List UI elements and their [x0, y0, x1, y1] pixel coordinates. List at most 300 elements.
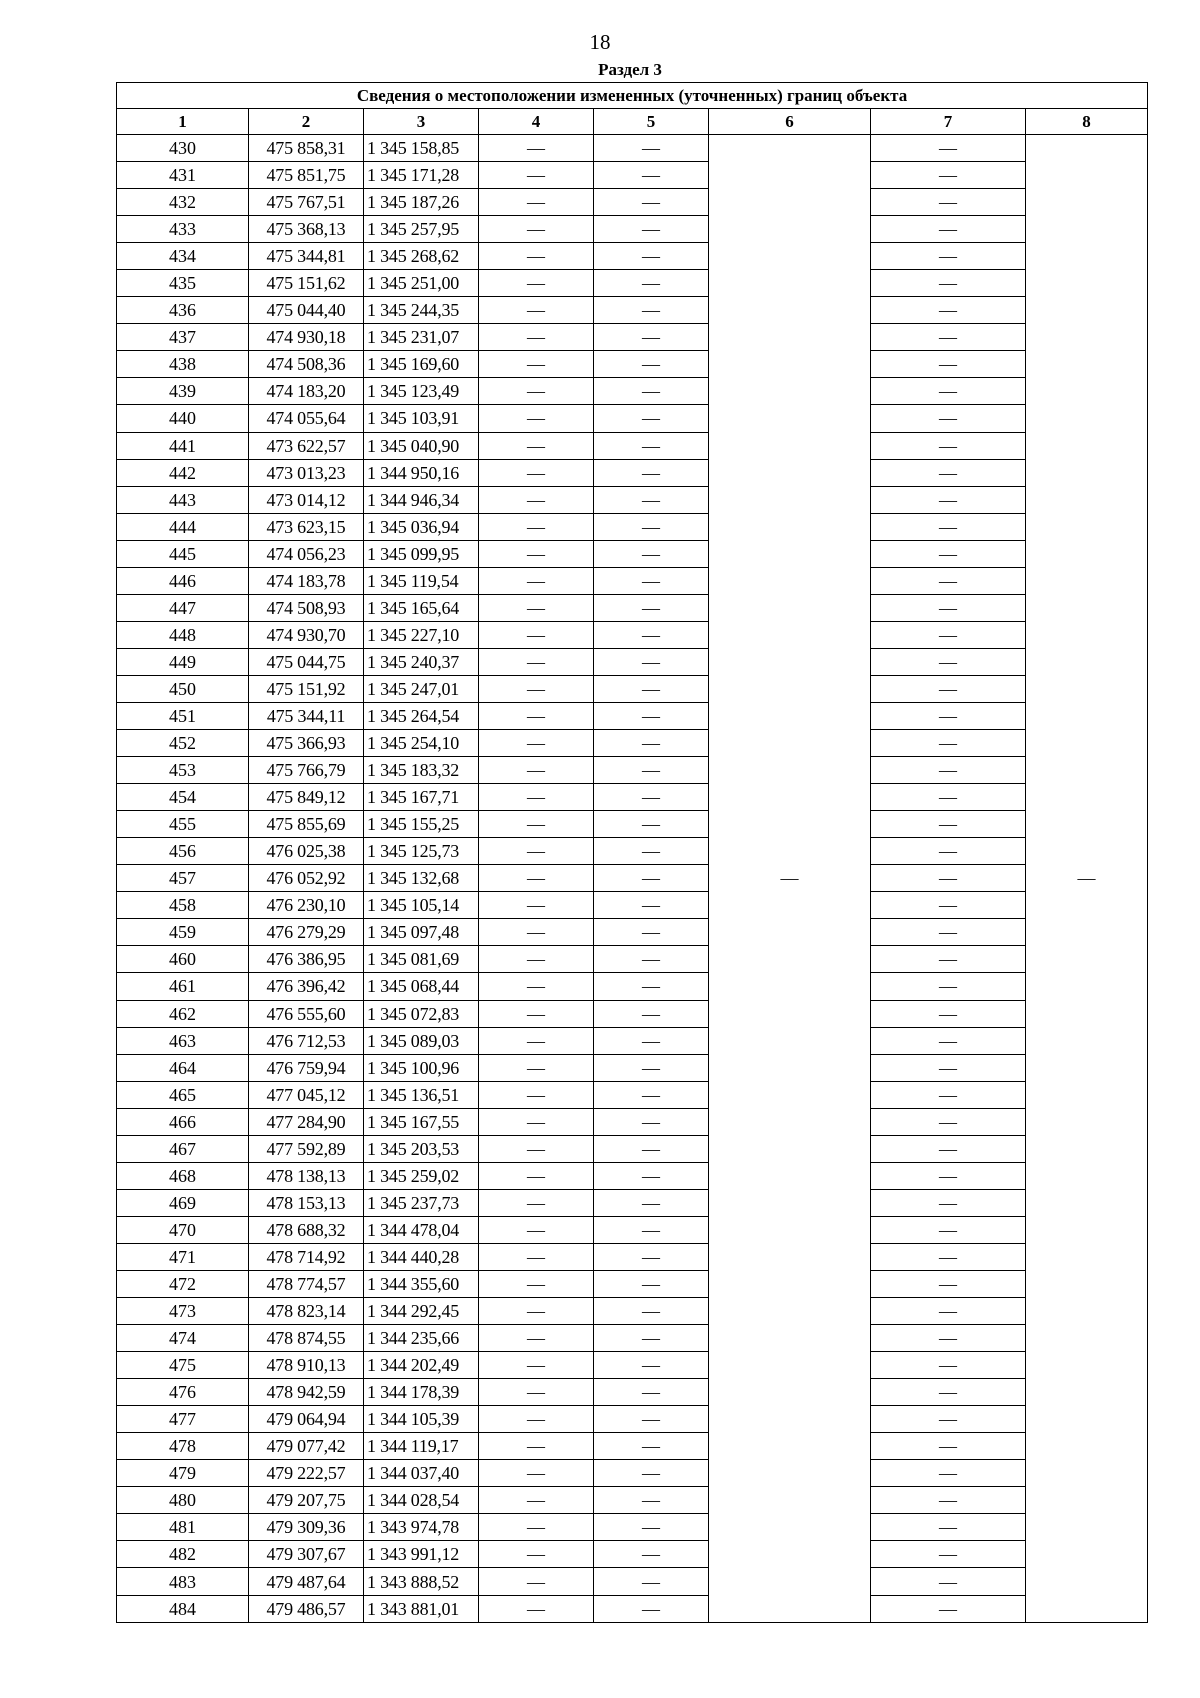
column-5-cell: —: [594, 1487, 709, 1514]
y-coordinate-cell: 1 344 037,40: [364, 1460, 479, 1487]
table-row: [117, 162, 1148, 189]
y-coordinate-cell: 1 345 254,10: [364, 730, 479, 757]
column-5-cell: —: [594, 838, 709, 865]
x-coordinate-cell: 477 045,12: [249, 1081, 364, 1108]
x-coordinate-cell: 479 486,57: [249, 1595, 364, 1622]
x-coordinate-cell: 474 183,20: [249, 378, 364, 405]
x-coordinate-cell: 478 910,13: [249, 1352, 364, 1379]
column-5-cell: —: [594, 1568, 709, 1595]
point-number-cell: 459: [117, 919, 249, 946]
column-5-cell: —: [594, 1514, 709, 1541]
y-coordinate-cell: 1 343 888,52: [364, 1568, 479, 1595]
y-coordinate-cell: 1 345 125,73: [364, 838, 479, 865]
y-coordinate-cell: 1 344 946,34: [364, 486, 479, 513]
table-row: [117, 675, 1148, 702]
x-coordinate-cell: 476 396,42: [249, 973, 364, 1000]
table-row: [117, 1406, 1148, 1433]
point-number-cell: 481: [117, 1514, 249, 1541]
column-5-cell: —: [594, 1433, 709, 1460]
table-row: [117, 1027, 1148, 1054]
point-number-cell: 442: [117, 459, 249, 486]
y-coordinate-cell: 1 345 097,48: [364, 919, 479, 946]
column-header-row: [117, 109, 1148, 135]
column-4-cell: —: [479, 459, 594, 486]
x-coordinate-cell: 475 368,13: [249, 216, 364, 243]
column-7-cell: —: [871, 1541, 1026, 1568]
column-5-cell: —: [594, 1027, 709, 1054]
point-number-cell: 436: [117, 297, 249, 324]
x-coordinate-cell: 476 386,95: [249, 946, 364, 973]
x-coordinate-cell: 475 044,75: [249, 648, 364, 675]
point-number-cell: 476: [117, 1379, 249, 1406]
x-coordinate-cell: 474 056,23: [249, 540, 364, 567]
x-coordinate-cell: 479 064,94: [249, 1406, 364, 1433]
x-coordinate-cell: 475 766,79: [249, 757, 364, 784]
column-7-cell: —: [871, 432, 1026, 459]
column-7-cell: —: [871, 702, 1026, 729]
y-coordinate-cell: 1 345 244,35: [364, 297, 479, 324]
column-7-cell: —: [871, 1135, 1026, 1162]
table-row: [117, 297, 1148, 324]
column-7-cell: —: [871, 919, 1026, 946]
column-4-cell: —: [479, 540, 594, 567]
table-row: [117, 1541, 1148, 1568]
point-number-cell: 480: [117, 1487, 249, 1514]
column-7-cell: —: [871, 513, 1026, 540]
column-7-cell: —: [871, 594, 1026, 621]
y-coordinate-cell: 1 345 119,54: [364, 567, 479, 594]
column-4-cell: —: [479, 675, 594, 702]
column-7-cell: —: [871, 1162, 1026, 1189]
point-number-cell: 435: [117, 270, 249, 297]
point-number-cell: 457: [117, 865, 249, 892]
column-4-cell: —: [479, 621, 594, 648]
column-4-cell: —: [479, 297, 594, 324]
point-number-cell: 453: [117, 757, 249, 784]
y-coordinate-cell: 1 344 478,04: [364, 1216, 479, 1243]
y-coordinate-cell: 1 345 259,02: [364, 1162, 479, 1189]
column-4-cell: —: [479, 730, 594, 757]
column-4-cell: —: [479, 432, 594, 459]
y-coordinate-cell: 1 345 203,53: [364, 1135, 479, 1162]
point-number-cell: 483: [117, 1568, 249, 1595]
point-number-cell: 465: [117, 1081, 249, 1108]
y-coordinate-cell: 1 345 257,95: [364, 216, 479, 243]
x-coordinate-cell: 475 849,12: [249, 784, 364, 811]
point-number-cell: 478: [117, 1433, 249, 1460]
y-coordinate-cell: 1 344 440,28: [364, 1243, 479, 1270]
column-7-cell: —: [871, 1189, 1026, 1216]
y-coordinate-cell: 1 344 355,60: [364, 1270, 479, 1297]
column-6-merged-cell: —: [709, 135, 871, 1623]
column-4-cell: —: [479, 784, 594, 811]
column-5-cell: —: [594, 486, 709, 513]
column-5-cell: —: [594, 892, 709, 919]
point-number-cell: 471: [117, 1243, 249, 1270]
column-5-cell: —: [594, 594, 709, 621]
column-7-cell: —: [871, 270, 1026, 297]
y-coordinate-cell: 1 345 105,14: [364, 892, 479, 919]
table-row: [117, 513, 1148, 540]
column-7-cell: —: [871, 1081, 1026, 1108]
column-7-cell: —: [871, 1000, 1026, 1027]
column-4-cell: —: [479, 811, 594, 838]
y-coordinate-cell: 1 345 167,71: [364, 784, 479, 811]
y-coordinate-cell: 1 345 081,69: [364, 946, 479, 973]
point-number-cell: 455: [117, 811, 249, 838]
point-number-cell: 460: [117, 946, 249, 973]
column-7-cell: —: [871, 1487, 1026, 1514]
column-header: 7: [871, 109, 1026, 135]
column-4-cell: —: [479, 1487, 594, 1514]
column-5-cell: —: [594, 1298, 709, 1325]
column-5-cell: —: [594, 243, 709, 270]
table-row: [117, 973, 1148, 1000]
table-row: [117, 892, 1148, 919]
column-5-cell: —: [594, 459, 709, 486]
column-7-cell: —: [871, 216, 1026, 243]
column-4-cell: —: [479, 189, 594, 216]
column-4-cell: —: [479, 405, 594, 432]
point-number-cell: 434: [117, 243, 249, 270]
x-coordinate-cell: 475 151,62: [249, 270, 364, 297]
table-row: [117, 1270, 1148, 1297]
column-5-cell: —: [594, 1081, 709, 1108]
table-row: [117, 865, 1148, 892]
x-coordinate-cell: 473 622,57: [249, 432, 364, 459]
column-5-cell: —: [594, 811, 709, 838]
y-coordinate-cell: 1 345 251,00: [364, 270, 479, 297]
x-coordinate-cell: 478 688,32: [249, 1216, 364, 1243]
column-5-cell: —: [594, 297, 709, 324]
column-4-cell: —: [479, 594, 594, 621]
table-row: [117, 811, 1148, 838]
column-7-cell: —: [871, 1568, 1026, 1595]
table-row: [117, 594, 1148, 621]
y-coordinate-cell: 1 345 123,49: [364, 378, 479, 405]
column-7-cell: —: [871, 324, 1026, 351]
y-coordinate-cell: 1 345 169,60: [364, 351, 479, 378]
column-7-cell: —: [871, 675, 1026, 702]
column-7-cell: —: [871, 621, 1026, 648]
x-coordinate-cell: 473 623,15: [249, 513, 364, 540]
column-4-cell: —: [479, 946, 594, 973]
column-5-cell: —: [594, 919, 709, 946]
column-5-cell: —: [594, 135, 709, 162]
column-5-cell: —: [594, 1054, 709, 1081]
point-number-cell: 431: [117, 162, 249, 189]
point-number-cell: 432: [117, 189, 249, 216]
point-number-cell: 473: [117, 1298, 249, 1325]
column-4-cell: —: [479, 1541, 594, 1568]
table-row: [117, 1135, 1148, 1162]
x-coordinate-cell: 477 592,89: [249, 1135, 364, 1162]
point-number-cell: 450: [117, 675, 249, 702]
point-number-cell: 433: [117, 216, 249, 243]
point-number-cell: 441: [117, 432, 249, 459]
y-coordinate-cell: 1 345 132,68: [364, 865, 479, 892]
section-title: Раздел 3: [598, 60, 662, 79]
column-5-cell: —: [594, 513, 709, 540]
column-5-cell: —: [594, 730, 709, 757]
point-number-cell: 466: [117, 1108, 249, 1135]
column-8-merged-cell: —: [1026, 135, 1148, 1623]
y-coordinate-cell: 1 345 072,83: [364, 1000, 479, 1027]
y-coordinate-cell: 1 345 187,26: [364, 189, 479, 216]
column-7-cell: —: [871, 405, 1026, 432]
column-7-cell: —: [871, 648, 1026, 675]
x-coordinate-cell: 474 055,64: [249, 405, 364, 432]
y-coordinate-cell: 1 344 202,49: [364, 1352, 479, 1379]
y-coordinate-cell: 1 345 240,37: [364, 648, 479, 675]
point-number-cell: 469: [117, 1189, 249, 1216]
y-coordinate-cell: 1 345 040,90: [364, 432, 479, 459]
column-5-cell: —: [594, 1460, 709, 1487]
column-4-cell: —: [479, 1568, 594, 1595]
column-4-cell: —: [479, 567, 594, 594]
point-number-cell: 447: [117, 594, 249, 621]
column-7-cell: —: [871, 1216, 1026, 1243]
point-number-cell: 437: [117, 324, 249, 351]
table-row: [117, 757, 1148, 784]
table-row: [117, 730, 1148, 757]
column-7-cell: —: [871, 1243, 1026, 1270]
column-4-cell: —: [479, 162, 594, 189]
column-5-cell: —: [594, 1325, 709, 1352]
column-7-cell: —: [871, 297, 1026, 324]
x-coordinate-cell: 474 183,78: [249, 567, 364, 594]
y-coordinate-cell: 1 345 158,85: [364, 135, 479, 162]
column-5-cell: —: [594, 1406, 709, 1433]
table-row: [117, 567, 1148, 594]
column-7-cell: —: [871, 378, 1026, 405]
column-4-cell: —: [479, 892, 594, 919]
x-coordinate-cell: 475 851,75: [249, 162, 364, 189]
x-coordinate-cell: 475 366,93: [249, 730, 364, 757]
column-5-cell: —: [594, 324, 709, 351]
table-row: [117, 432, 1148, 459]
column-7-cell: —: [871, 1270, 1026, 1297]
y-coordinate-cell: 1 345 264,54: [364, 702, 479, 729]
point-number-cell: 430: [117, 135, 249, 162]
table-row: [117, 1298, 1148, 1325]
x-coordinate-cell: 476 555,60: [249, 1000, 364, 1027]
column-4-cell: —: [479, 1108, 594, 1135]
table-row: [117, 1054, 1148, 1081]
y-coordinate-cell: 1 343 991,12: [364, 1541, 479, 1568]
table-row: [117, 378, 1148, 405]
y-coordinate-cell: 1 345 100,96: [364, 1054, 479, 1081]
x-coordinate-cell: 475 344,81: [249, 243, 364, 270]
y-coordinate-cell: 1 344 235,66: [364, 1325, 479, 1352]
x-coordinate-cell: 475 344,11: [249, 702, 364, 729]
column-7-cell: —: [871, 486, 1026, 513]
table-row: [117, 1000, 1148, 1027]
column-5-cell: —: [594, 675, 709, 702]
page-number: 18: [589, 30, 611, 54]
column-4-cell: —: [479, 1189, 594, 1216]
x-coordinate-cell: 474 930,18: [249, 324, 364, 351]
x-coordinate-cell: 475 044,40: [249, 297, 364, 324]
x-coordinate-cell: 476 712,53: [249, 1027, 364, 1054]
table-row: [117, 946, 1148, 973]
column-4-cell: —: [479, 1054, 594, 1081]
table-row: [117, 405, 1148, 432]
x-coordinate-cell: 476 230,10: [249, 892, 364, 919]
column-7-cell: —: [871, 540, 1026, 567]
column-4-cell: —: [479, 270, 594, 297]
point-number-cell: 462: [117, 1000, 249, 1027]
column-7-cell: —: [871, 946, 1026, 973]
column-header: 1: [117, 109, 249, 135]
x-coordinate-cell: 478 774,57: [249, 1270, 364, 1297]
column-7-cell: —: [871, 838, 1026, 865]
x-coordinate-cell: 477 284,90: [249, 1108, 364, 1135]
point-number-cell: 484: [117, 1595, 249, 1622]
column-4-cell: —: [479, 216, 594, 243]
column-4-cell: —: [479, 1352, 594, 1379]
table-row: [117, 1433, 1148, 1460]
x-coordinate-cell: 474 508,93: [249, 594, 364, 621]
table-row: [117, 1487, 1148, 1514]
column-7-cell: —: [871, 757, 1026, 784]
table-row: [117, 1460, 1148, 1487]
point-number-cell: 440: [117, 405, 249, 432]
column-4-cell: —: [479, 1325, 594, 1352]
column-header: 6: [709, 109, 871, 135]
table-row: [117, 838, 1148, 865]
column-5-cell: —: [594, 784, 709, 811]
table-row: [117, 784, 1148, 811]
column-4-cell: —: [479, 1135, 594, 1162]
column-4-cell: —: [479, 648, 594, 675]
column-4-cell: —: [479, 1514, 594, 1541]
column-4-cell: —: [479, 1081, 594, 1108]
column-5-cell: —: [594, 946, 709, 973]
table-row: [117, 324, 1148, 351]
column-5-cell: —: [594, 648, 709, 675]
y-coordinate-cell: 1 344 028,54: [364, 1487, 479, 1514]
point-number-cell: 467: [117, 1135, 249, 1162]
column-4-cell: —: [479, 513, 594, 540]
y-coordinate-cell: 1 345 227,10: [364, 621, 479, 648]
x-coordinate-cell: 478 874,55: [249, 1325, 364, 1352]
column-7-cell: —: [871, 459, 1026, 486]
column-4-cell: —: [479, 838, 594, 865]
y-coordinate-cell: 1 345 068,44: [364, 973, 479, 1000]
table-body: [117, 135, 1148, 1623]
point-number-cell: 456: [117, 838, 249, 865]
table-row: [117, 243, 1148, 270]
column-7-cell: —: [871, 973, 1026, 1000]
point-number-cell: 468: [117, 1162, 249, 1189]
column-7-cell: —: [871, 1298, 1026, 1325]
point-number-cell: 449: [117, 648, 249, 675]
column-4-cell: —: [479, 919, 594, 946]
y-coordinate-cell: 1 345 036,94: [364, 513, 479, 540]
column-4-cell: —: [479, 324, 594, 351]
column-5-cell: —: [594, 432, 709, 459]
y-coordinate-cell: 1 344 178,39: [364, 1379, 479, 1406]
column-7-cell: —: [871, 135, 1026, 162]
column-4-cell: —: [479, 1406, 594, 1433]
y-coordinate-cell: 1 344 105,39: [364, 1406, 479, 1433]
point-number-cell: 479: [117, 1460, 249, 1487]
column-5-cell: —: [594, 702, 709, 729]
x-coordinate-cell: 473 014,12: [249, 486, 364, 513]
column-header: 5: [594, 109, 709, 135]
table-row: [117, 1595, 1148, 1622]
table-row: [117, 621, 1148, 648]
column-4-cell: —: [479, 1000, 594, 1027]
y-coordinate-cell: 1 345 165,64: [364, 594, 479, 621]
column-5-cell: —: [594, 1379, 709, 1406]
x-coordinate-cell: 479 309,36: [249, 1514, 364, 1541]
column-7-cell: —: [871, 1054, 1026, 1081]
x-coordinate-cell: 478 942,59: [249, 1379, 364, 1406]
column-7-cell: —: [871, 1460, 1026, 1487]
point-number-cell: 445: [117, 540, 249, 567]
column-7-cell: —: [871, 1433, 1026, 1460]
column-4-cell: —: [479, 135, 594, 162]
column-4-cell: —: [479, 1433, 594, 1460]
column-5-cell: —: [594, 1189, 709, 1216]
column-5-cell: —: [594, 1000, 709, 1027]
column-7-cell: —: [871, 1108, 1026, 1135]
x-coordinate-cell: 475 151,92: [249, 675, 364, 702]
y-coordinate-cell: 1 345 167,55: [364, 1108, 479, 1135]
column-5-cell: —: [594, 1270, 709, 1297]
x-coordinate-cell: 475 855,69: [249, 811, 364, 838]
table-row: [117, 919, 1148, 946]
boundary-coordinates-table: [116, 82, 1148, 1623]
y-coordinate-cell: 1 343 974,78: [364, 1514, 479, 1541]
column-4-cell: —: [479, 1162, 594, 1189]
x-coordinate-cell: 476 052,92: [249, 865, 364, 892]
table-row: [117, 351, 1148, 378]
column-7-cell: —: [871, 865, 1026, 892]
y-coordinate-cell: 1 345 136,51: [364, 1081, 479, 1108]
table-row: [117, 486, 1148, 513]
column-5-cell: —: [594, 270, 709, 297]
column-5-cell: —: [594, 162, 709, 189]
point-number-cell: 477: [117, 1406, 249, 1433]
x-coordinate-cell: 473 013,23: [249, 459, 364, 486]
point-number-cell: 470: [117, 1216, 249, 1243]
column-5-cell: —: [594, 1162, 709, 1189]
x-coordinate-cell: 478 138,13: [249, 1162, 364, 1189]
x-coordinate-cell: 476 759,94: [249, 1054, 364, 1081]
y-coordinate-cell: 1 345 171,28: [364, 162, 479, 189]
x-coordinate-cell: 474 508,36: [249, 351, 364, 378]
table-row: [117, 216, 1148, 243]
point-number-cell: 463: [117, 1027, 249, 1054]
table-row: [117, 1325, 1148, 1352]
column-4-cell: —: [479, 1379, 594, 1406]
column-4-cell: —: [479, 865, 594, 892]
column-5-cell: —: [594, 1108, 709, 1135]
column-7-cell: —: [871, 784, 1026, 811]
table-row: [117, 1352, 1148, 1379]
x-coordinate-cell: 476 025,38: [249, 838, 364, 865]
point-number-cell: 439: [117, 378, 249, 405]
column-5-cell: —: [594, 567, 709, 594]
column-5-cell: —: [594, 757, 709, 784]
column-5-cell: —: [594, 1541, 709, 1568]
column-7-cell: —: [871, 811, 1026, 838]
column-4-cell: —: [479, 702, 594, 729]
table-row: [117, 270, 1148, 297]
